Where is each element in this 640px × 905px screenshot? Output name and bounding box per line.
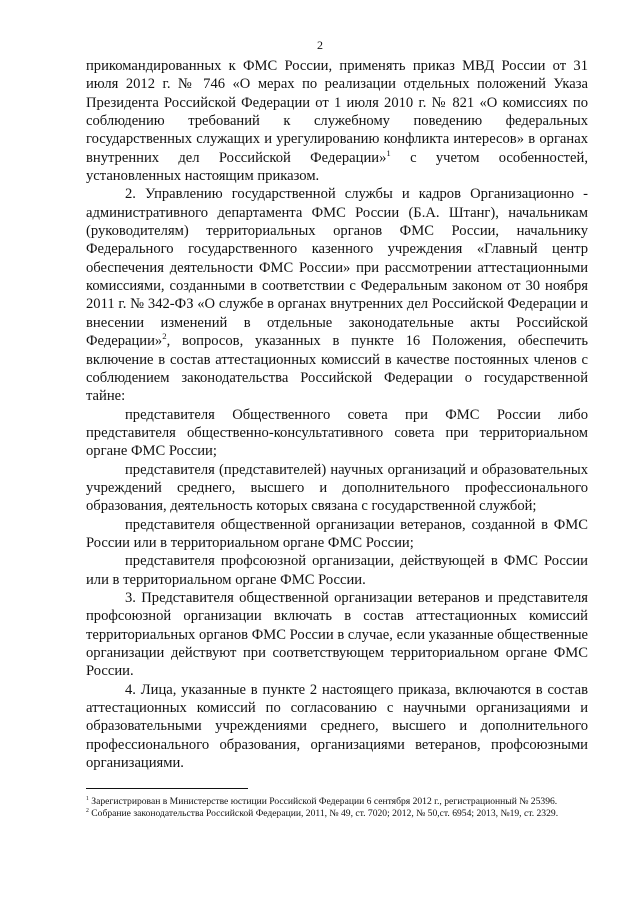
paragraph-text-cont: с учетом особенностей, установленных настоящим приказом.	[86, 149, 588, 185]
paragraph	[86, 57, 588, 185]
paragraph-text: 2. Управлению государственной службы и кадров Организационно - административного департамента ФМС России (Б.А. Штанг), начальникам (руководителям) территориальных органов ФМС России, начальнику Федерального государственного казенного учреждения «Главный центр обеспечения деятельности ФМС России» при рассмотрении аттестационными комиссиями, созданными в соответствии с Федеральным законом от 30 ноября 2011 г. № 342-ФЗ «О службе в органах внутренних дел Российской Федерации и внесении изменений в отдельные законодательные акты Российской Федерации»	[86, 186, 588, 350]
page-number: 2	[317, 38, 323, 52]
paragraph: представителя (представителей) научных организаций и образовательных учреждений среднего, высшего и дополнительного профессионального образования, деятельность которых связана с государственной службой;	[86, 461, 588, 515]
paragraph: представителя общественной организации ветеранов, созданной в ФМС России или в территориальном органе ФМС России;	[86, 516, 588, 551]
paragraph-text-cont: , вопросов, указанных в пункте 16 Положения, обеспечить включение в состав аттестационных комиссий в качестве постоянных членов с соблюдением законодательства Российской Федерации о государственной тайне:	[86, 333, 588, 405]
paragraph: 4. Лица, указанные в пункте 2 настоящего приказа, включаются в состав аттестационных комиссий по согласованию с научными организациями и образовательными учреждениями среднего, высшего и дополнительного профессионального образования, организациями ветеранов, профсоюзными организациями.	[86, 681, 588, 772]
footnote-mark: 1	[86, 795, 89, 802]
paragraph: представителя профсоюзной организации, действующей в ФМС России или в территориальном органе ФМС России.	[86, 553, 588, 588]
footnote	[86, 796, 588, 808]
footnote-ref: 2	[162, 331, 167, 342]
paragraph-text: прикомандированных к ФМС России, применять приказ МВД России от 31 июля 2012 г. № 746 «О мерах по реализации отдельных положений Указа Президента Российской Федерации от 1 июля 2010 г. № 821 «О комиссиях по соблюдению требований к служебному поведению федеральных государственных служащих и урегулированию конфликта интересов» в органах внутренних дел Российской Федерации»	[86, 58, 588, 166]
paragraph: представителя Общественного совета при ФМС России либо представителя общественно-консультативного совета при территориальном органе ФМС России;	[86, 406, 588, 460]
footnote-text: Зарегистрирован в Министерстве юстиции Российской Федерации 6 сентября 2012 г., регистрационный № 25396.	[88, 796, 558, 807]
paragraph	[86, 185, 588, 405]
footnote-ref: 1	[386, 147, 391, 158]
footnote-divider	[86, 788, 248, 789]
footnotes	[86, 796, 588, 821]
document-body	[86, 57, 588, 772]
footnote-text: Собрание законодательства Российской Федерации, 2011, № 49, ст. 7020; 2012, № 50,ст. 6954; 2013, №19, ст. 2329.	[88, 808, 559, 820]
footnote-mark: 2	[86, 808, 89, 815]
paragraph: 3. Представителя общественной организации ветеранов и представителя профсоюзной организации включать в состав аттестационных комиссий территориальных органов ФМС России в случае, если указанные общественные организации действуют при соответствующем территориальном органе ФМС России.	[86, 589, 588, 680]
footnote	[86, 808, 588, 820]
